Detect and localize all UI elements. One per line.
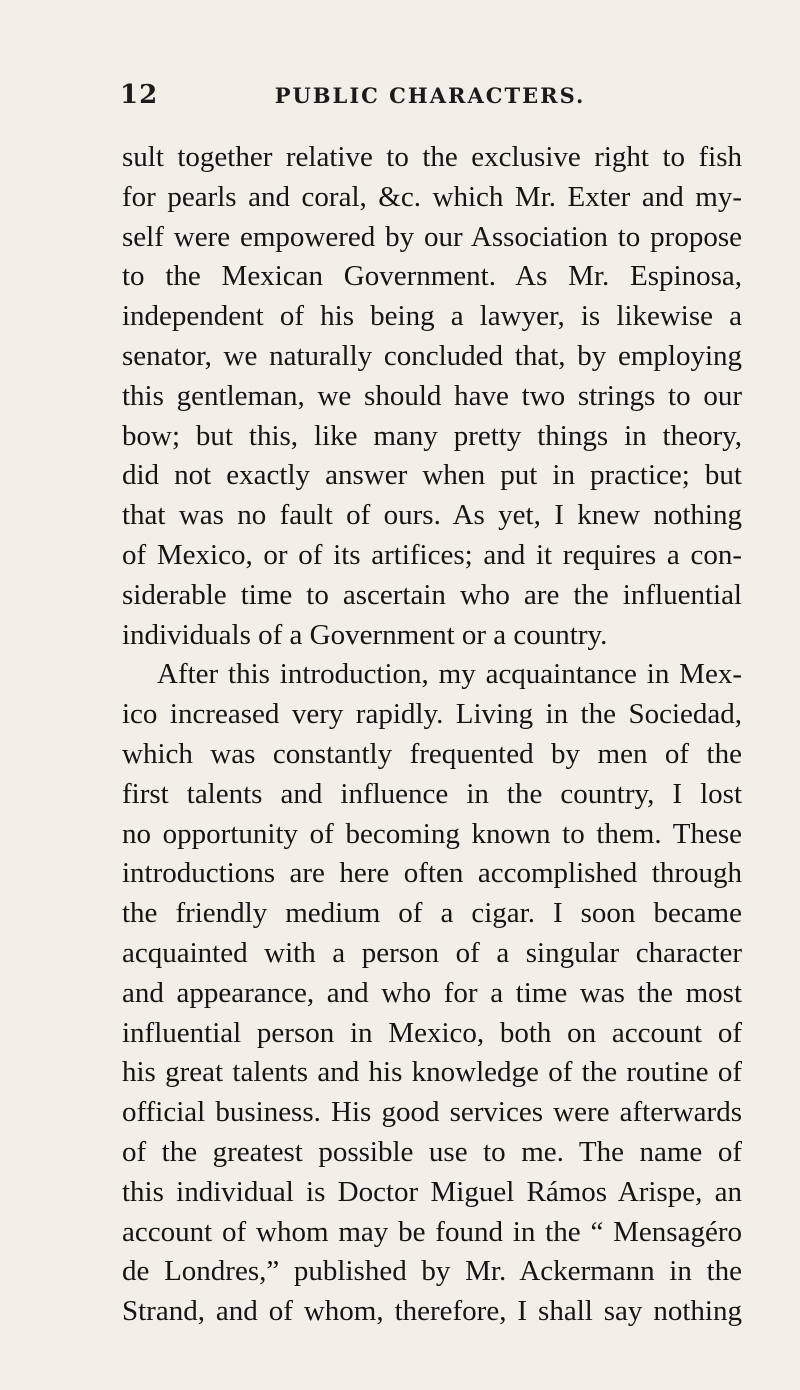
body-text: [122, 138, 742, 1332]
text-line: did not exactly answer when put in practice; but: [122, 459, 742, 492]
text-line: influential person in Mexico, both on account of: [122, 1016, 742, 1049]
text-line: for pearls and coral, &c. which Mr. Exter and my-: [122, 180, 742, 213]
text-line: individuals of a Government or a country.: [122, 618, 608, 651]
text-line: sult together relative to the exclusive right to fish: [122, 141, 742, 173]
text-line: independent of his being a lawyer, is likewise a: [122, 300, 742, 333]
text-line: official business. His good services were afterwards: [122, 1096, 742, 1129]
text-line: After this introduction, my acquaintance in Mex-: [157, 658, 742, 691]
text-line: ico increased very rapidly. Living in the Sociedad,: [122, 698, 742, 731]
text-line: of Mexico, or of its artifices; and it requires a con-: [122, 538, 742, 571]
text-line: the friendly medium of a cigar. I soon became: [122, 897, 742, 930]
text-line: and appearance, and who for a time was the most: [122, 976, 742, 1009]
text-line: first talents and influence in the country, I lost: [122, 777, 742, 810]
running-title: PUBLIC CHARACTERS.: [274, 83, 586, 108]
text-line: bow; but this, like many pretty things in theory,: [122, 419, 742, 452]
text-line: siderable time to ascertain who are the influential: [122, 578, 742, 611]
text-line: this gentleman, we should have two strings to our: [122, 379, 742, 412]
text-line: self were empowered by our Association to propose: [122, 220, 742, 253]
text-line: which was constantly frequented by men of the: [122, 737, 742, 770]
text-line: no opportunity of becoming known to them. These: [122, 817, 742, 850]
running-head: [120, 80, 740, 114]
text-line: to the Mexican Government. As Mr. Espinosa,: [122, 260, 742, 293]
text-line: that was no fault of ours. As yet, I knew nothing: [122, 499, 742, 532]
text-line: introductions are here often accomplished through: [122, 857, 742, 890]
text-line: this individual is Doctor Miguel Rámos Arispe, an: [122, 1175, 742, 1208]
text-line: Strand, and of whom, therefore, I shall say nothing: [122, 1295, 742, 1328]
page-number: 12: [120, 80, 159, 110]
text-line: de Londres,” published by Mr. Ackermann in the: [122, 1255, 742, 1288]
text-line: acquainted with a person of a singular character: [122, 936, 742, 969]
text-line: account of whom may be found in the “ Mensagéro: [122, 1215, 742, 1248]
text-line: of the greatest possible use to me. The name of: [122, 1135, 742, 1168]
text-line: senator, we naturally concluded that, by employing: [122, 339, 742, 372]
text-line: his great talents and his knowledge of the routine of: [122, 1056, 742, 1089]
